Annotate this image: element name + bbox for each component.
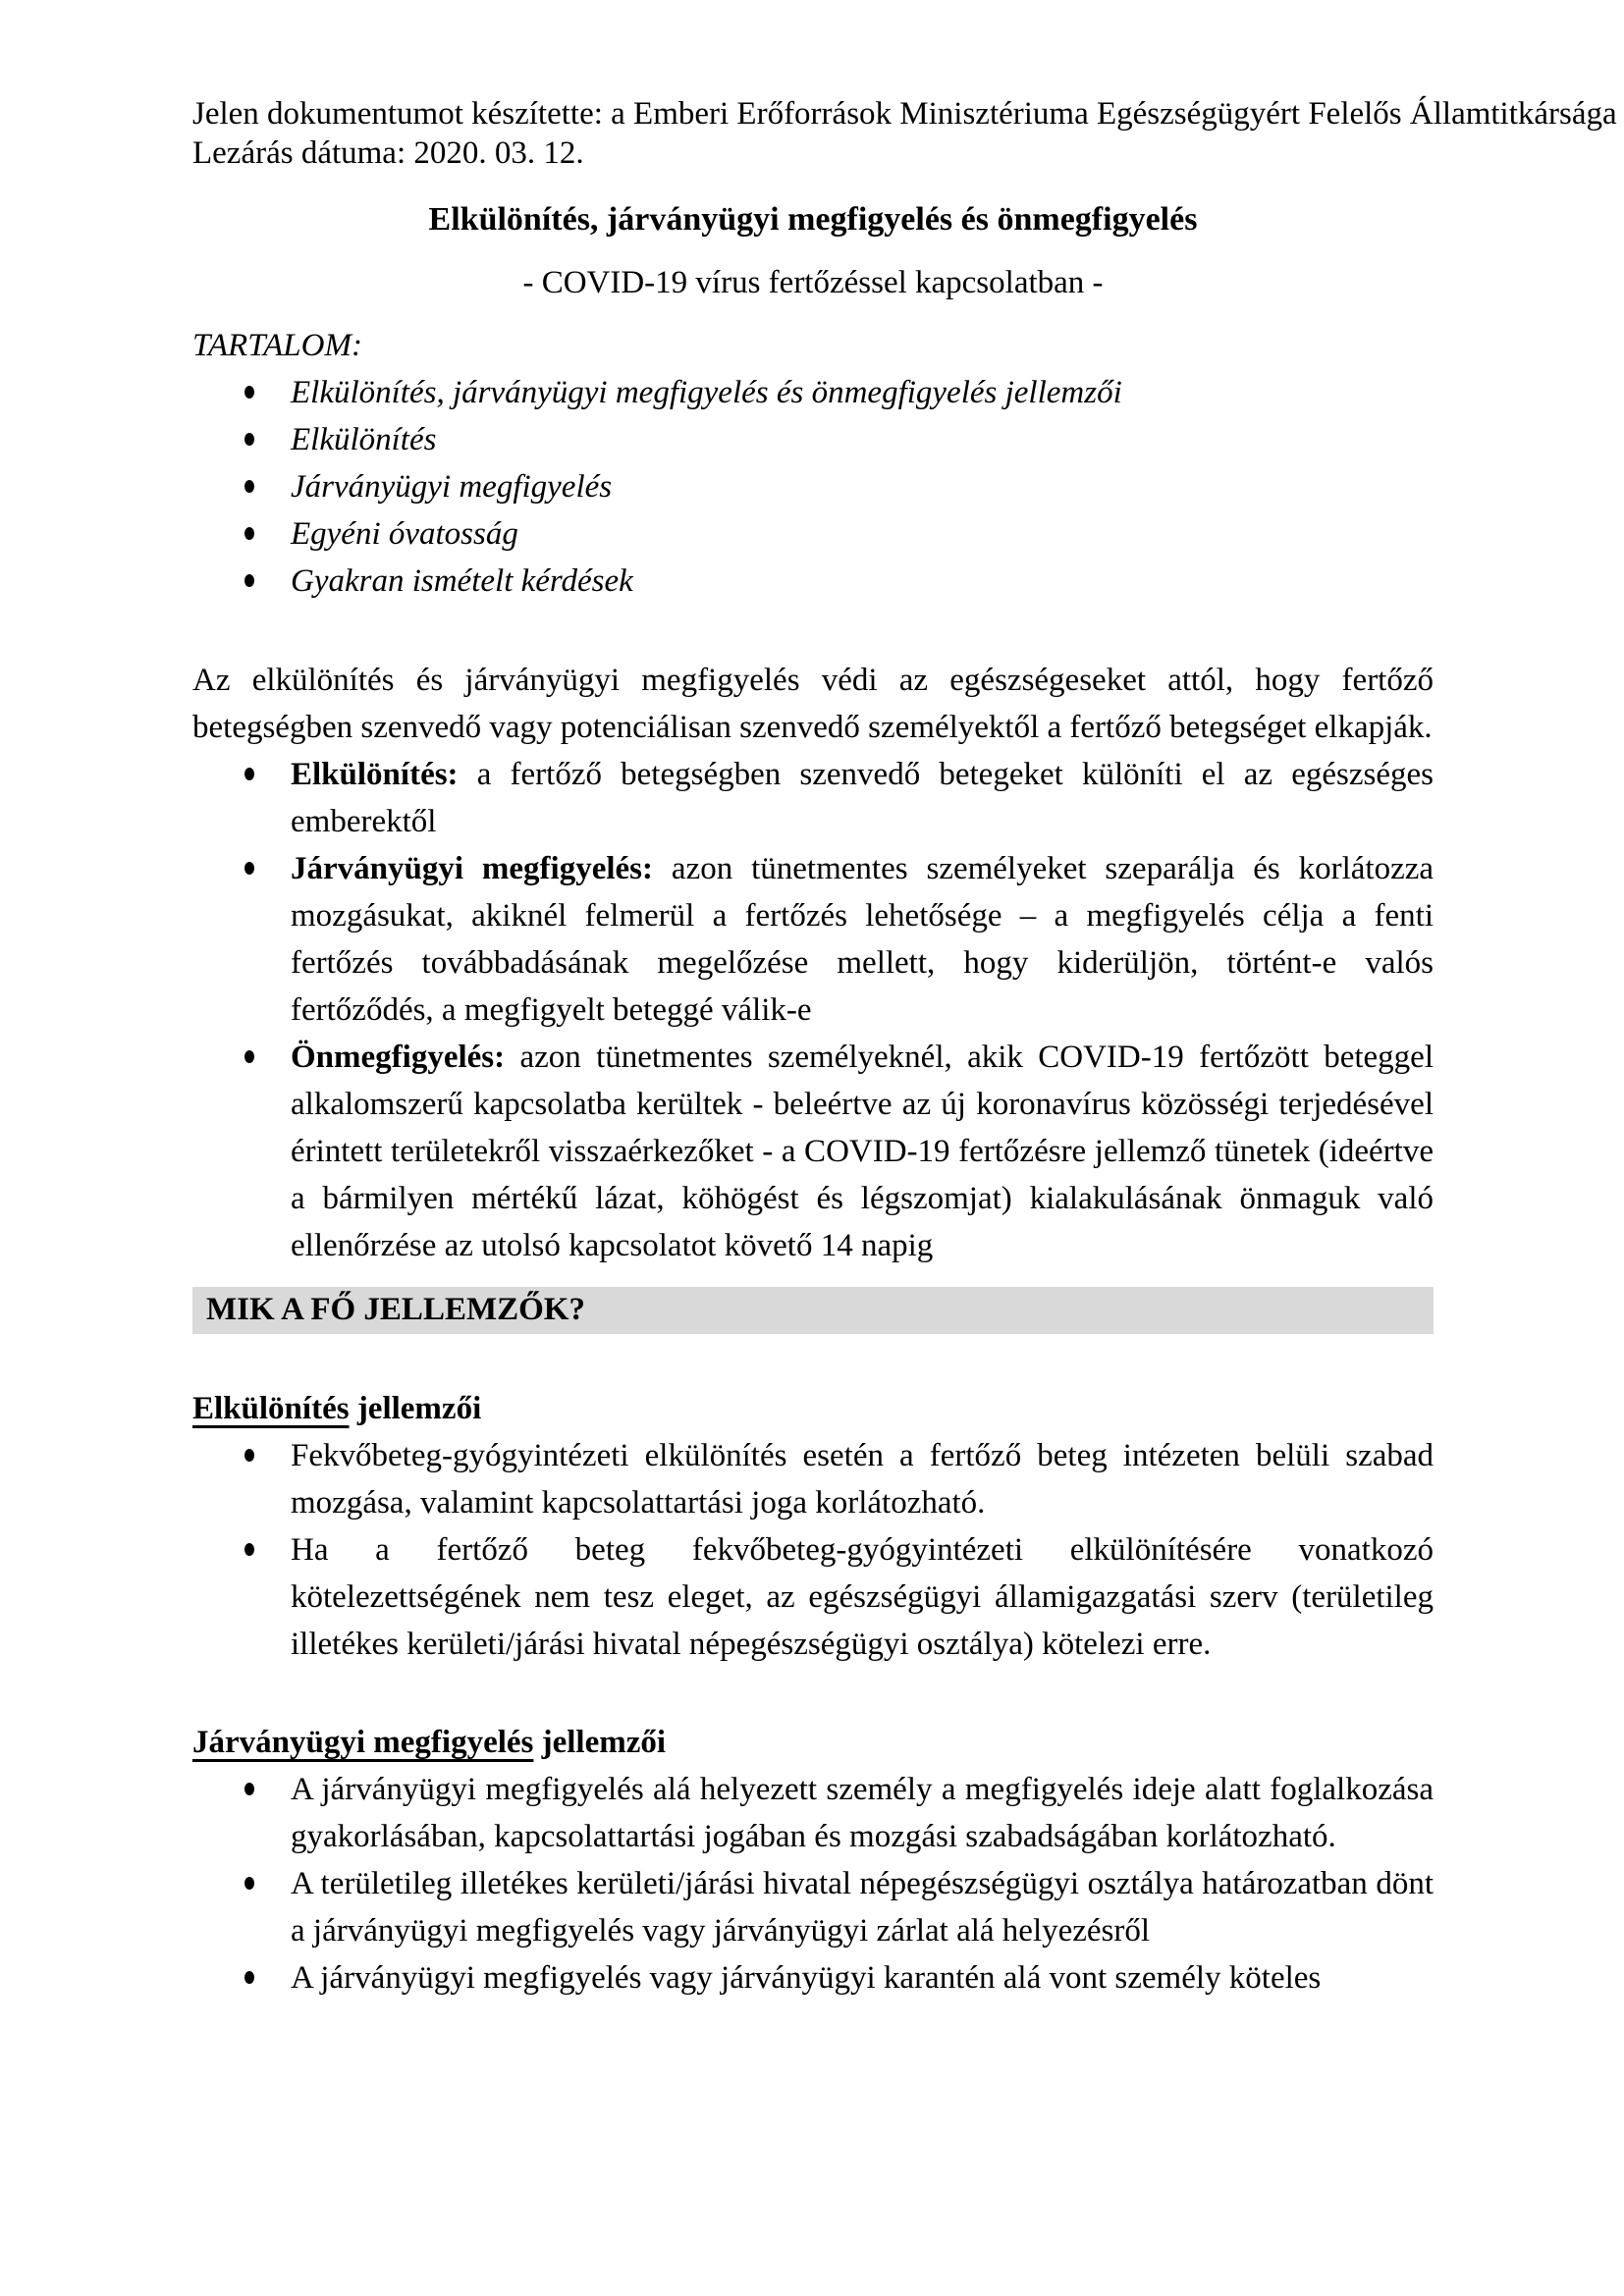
definition-term: Önmegfigyelés: bbox=[291, 1040, 506, 1075]
bullet-icon bbox=[244, 480, 254, 493]
document-header bbox=[192, 94, 1617, 173]
bullet-item bbox=[291, 1860, 1434, 1954]
toc-heading: TARTALOM: bbox=[192, 328, 362, 363]
bullet-text: Ha a fertőző beteg fekvőbeteg-gyógyintézeti elkülönítésére vonatkozó kötelezettségének nem tesz eleget, az egészségügyi államigazgatási szerv (területileg illetékes kerületi/járási hivatal népegészségügyi osztálya) kötelezi erre. bbox=[291, 1532, 1434, 1662]
document-title: Elkülönítés, járványügyi megfigyelés és önmegfigyelés bbox=[428, 201, 1198, 238]
toc-item-label: Egyéni óvatosság bbox=[291, 516, 518, 552]
bullet-text: A területileg illetékes kerületi/járási hivatal népegészségügyi osztálya határozatban dönt a járványügyi megfigyelés vagy járványügyi zárlat alá helyezésről bbox=[291, 1866, 1434, 1949]
header-closing-date: Lezárás dátuma: 2020. 03. 12. bbox=[192, 135, 584, 171]
definition-item bbox=[291, 1034, 1434, 1269]
bullet-icon bbox=[244, 1050, 254, 1063]
toc-item bbox=[291, 416, 1434, 463]
bullet-text: A járványügyi megfigyelés alá helyezett személy a megfigyelés ideje alatt foglalkozása gyakorlásában, kapcsolattartási jogában és mozgási szabadságában korlátozható. bbox=[291, 1772, 1434, 1854]
bullet-icon bbox=[244, 1783, 254, 1795]
definition-item bbox=[291, 751, 1434, 845]
toc-item-label: Elkülönítés bbox=[291, 422, 437, 457]
bullet-icon bbox=[244, 1877, 254, 1890]
toc-item bbox=[291, 558, 1434, 605]
definition-term: Járványügyi megfigyelés: bbox=[291, 851, 654, 886]
elkulonites-bullet-list bbox=[192, 1432, 1434, 1668]
bullet-icon bbox=[244, 386, 254, 399]
jarvanyugyi-bullet-list bbox=[192, 1766, 1434, 2002]
bullet-text: Fekvőbeteg-gyógyintézeti elkülönítés esetén a fertőző beteg intézeten belüli szabad mozgása, valamint kapcsolattartási joga korlátozható. bbox=[291, 1438, 1434, 1521]
definition-text: azon tünetmentes személyeknél, akik COVID-19 fertőzött beteggel alkalomszerű kapcsolatba kerültek - beleértve az új koronavírus közösségi terjedésével érintett területekről visszaérkezőket - a COVID-19 fertőzésre jellemző tünetek (ideértve a bármilyen mértékű lázat, köhögést és légszomjat) kialakulásának önmaguk való ellenőrzése az utolsó kapcsolatot követő 14 napig bbox=[291, 1040, 1434, 1263]
bullet-item bbox=[291, 1432, 1434, 1526]
definition-item bbox=[291, 845, 1434, 1034]
definitions-list bbox=[192, 751, 1434, 1269]
section-heading-elkulonites bbox=[192, 1385, 1434, 1432]
toc-item bbox=[291, 369, 1434, 416]
section-heading-jarvanyugyi bbox=[192, 1719, 1434, 1766]
section-banner: MIK A FŐ JELLEMZŐK? bbox=[192, 1287, 1434, 1334]
bullet-icon bbox=[244, 433, 254, 446]
bullet-icon bbox=[244, 1971, 254, 1984]
document-subtitle: - COVID-19 vírus fertőzéssel kapcsolatban - bbox=[522, 265, 1104, 300]
bullet-icon bbox=[244, 862, 254, 875]
section-heading-underlined: Járványügyi megfigyelés bbox=[192, 1725, 534, 1760]
definition-text: azon tünetmentes személyeket szeparálja és korlátozza mozgásukat, akiknél felmerül a fertőzés lehetősége – a megfigyelés célja a fenti fertőzés továbbadásának megelőzése mellett, hogy kiderüljön, történt-e valós fertőződés, a megfigyelt beteggé válik-e bbox=[291, 851, 1435, 1028]
toc-item-label: Járványügyi megfigyelés bbox=[291, 469, 613, 505]
bullet-icon bbox=[244, 1449, 254, 1462]
bullet-item bbox=[291, 1766, 1434, 1860]
bullet-icon bbox=[244, 574, 254, 587]
bullet-icon bbox=[244, 527, 254, 540]
bullet-icon bbox=[244, 1543, 254, 1556]
toc-item-label: Gyakran ismételt kérdések bbox=[291, 563, 633, 599]
bullet-text: A járványügyi megfigyelés vagy járványügyi karantén alá vont személy köteles bbox=[291, 1960, 1322, 1996]
bullet-item bbox=[291, 1526, 1434, 1668]
intro-paragraph: Az elkülönítés és járványügyi megfigyelés védi az egészségeseket attól, hogy fertőző betegségben szenvedő vagy potenciálisan szenvedő személyektől a fertőző betegséget elkapják. bbox=[192, 663, 1434, 745]
section-heading-underlined: Elkülönítés bbox=[192, 1391, 350, 1426]
toc-list bbox=[192, 369, 1434, 605]
definition-term: Elkülönítés: bbox=[291, 757, 459, 792]
section-heading-suffix: jellemzői bbox=[541, 1725, 667, 1760]
toc-item-label: Elkülönítés, járványügyi megfigyelés és önmegfigyelés jellemzői bbox=[291, 375, 1122, 410]
toc-item bbox=[291, 510, 1434, 558]
definition-text: a fertőző betegségben szenvedő betegeket különíti el az egészséges emberektől bbox=[291, 757, 1434, 839]
section-heading-suffix: jellemzői bbox=[356, 1391, 482, 1426]
toc-item bbox=[291, 463, 1434, 510]
bullet-icon bbox=[244, 768, 254, 780]
bullet-item bbox=[291, 1954, 1434, 2002]
header-prepared-by: Jelen dokumentumot készítette: a Emberi Erőforrások Minisztériuma Egészségügyért Felelős Államtitkársága bbox=[192, 96, 1617, 132]
